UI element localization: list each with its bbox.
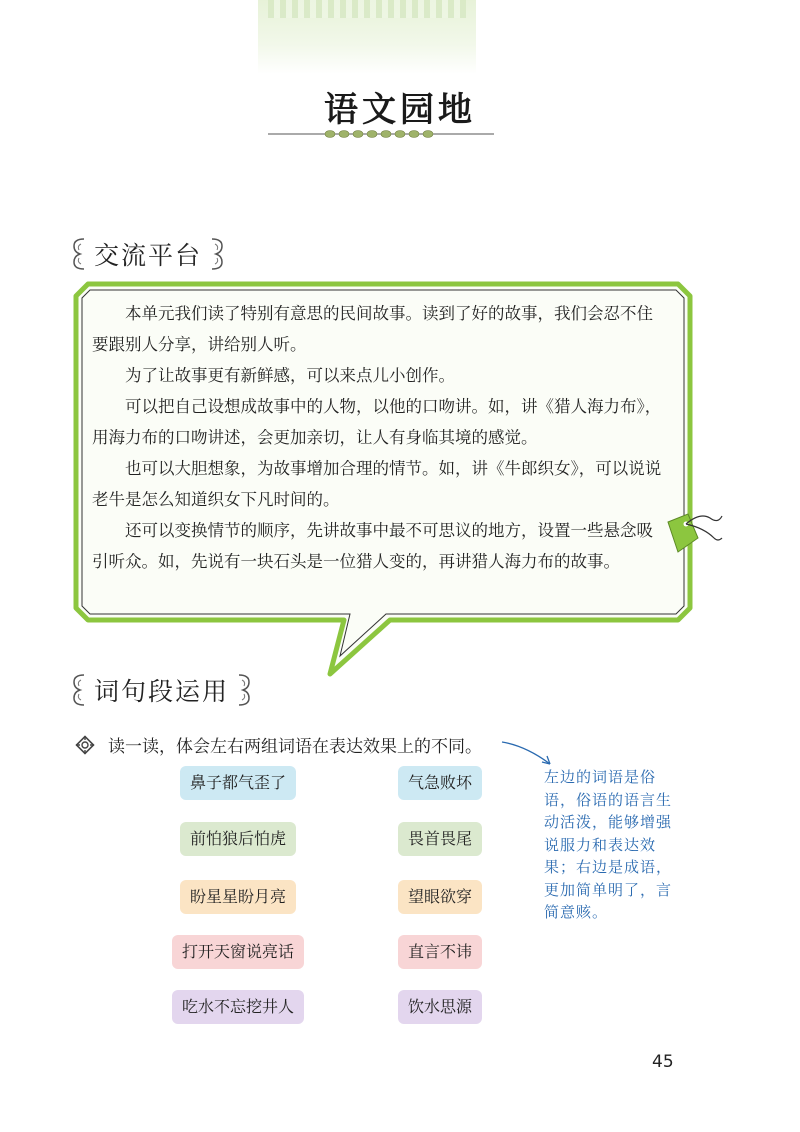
left-word-2: 前怕狼后怕虎 — [180, 822, 296, 856]
section-heading-label: 词句段运用 — [94, 677, 230, 706]
heading-left-ornament — [70, 672, 88, 708]
knot-bullet-icon — [74, 734, 96, 756]
paragraph: 也可以大胆想象，为故事增加合理的情节。如，讲《牛郎织女》，可以说说老牛是怎么知道织女下凡时间的。 — [92, 459, 662, 509]
top-banner-decoration — [258, 0, 476, 74]
bookmark-tag-icon — [664, 508, 724, 562]
left-word-5: 吃水不忘挖井人 — [172, 990, 304, 1024]
right-word-2: 畏首畏尾 — [398, 822, 482, 856]
heading-right-ornament — [235, 672, 253, 708]
title-ornament-rule — [268, 126, 494, 142]
paragraph: 为了让故事更有新鲜感，可以来点儿小创作。 — [125, 366, 455, 385]
exchange-text-block — [92, 298, 662, 577]
banner-stripes — [268, 0, 466, 18]
page-number: 45 — [652, 1052, 674, 1072]
heading-left-ornament — [70, 236, 88, 272]
right-word-5: 饮水思源 — [398, 990, 482, 1024]
right-word-4: 直言不讳 — [398, 935, 482, 969]
instruction-text: 读一读，体会左右两组词语在表达效果上的不同。 — [108, 737, 482, 757]
left-word-3: 盼星星盼月亮 — [180, 880, 296, 914]
paragraph: 本单元我们读了特别有意思的民间故事。读到了好的故事，我们会忍不住要跟别人分享，讲给别人听。 — [92, 304, 653, 354]
right-word-3: 望眼欲穿 — [398, 880, 482, 914]
exercise-instruction — [74, 732, 482, 757]
section-heading-label: 交流平台 — [94, 241, 203, 270]
paragraph: 还可以变换情节的顺序，先讲故事中最不可思议的地方，设置一些悬念吸引听众。如，先说有一块石头是一位猎人变的，再讲猎人海力布的故事。 — [92, 521, 653, 571]
side-note: 左边的词语是俗语，俗语的语言生动活泼，能够增强说服力和表达效果；右边是成语，更加简单明了，言简意赅。 — [544, 768, 673, 921]
paragraph: 可以把自己设想成故事中的人物，以他的口吻讲。如，讲《猎人海力布》，用海力布的口吻讲述，会更加亲切，让人有身临其境的感觉。 — [92, 397, 662, 447]
left-word-1: 鼻子都气歪了 — [180, 766, 296, 800]
page-title: 语文园地 — [324, 90, 476, 130]
right-word-1: 气急败坏 — [398, 766, 482, 800]
left-word-4: 打开天窗说亮话 — [172, 935, 304, 969]
section-heading-words — [70, 672, 253, 708]
heading-right-ornament — [208, 236, 226, 272]
section-heading-exchange — [70, 236, 226, 272]
